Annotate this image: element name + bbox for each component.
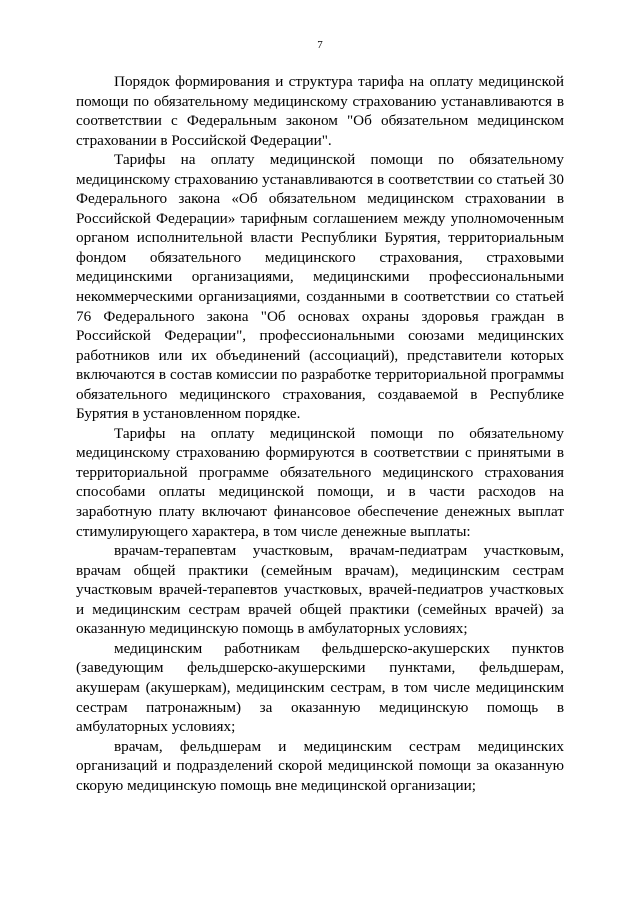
paragraph-payments-district-doctors: врачам-терапевтам участковым, врачам-педиатрам участковым, врачам общей практики (семейным врачам), медицинским сестрам участковым врачей-терапевтов участковых, врачей-педиатров участковых и медицинским сестрам врачей общей практики (семейных врачей) за оказанную медицинскую помощь в амбулаторных условиях; — [76, 542, 564, 638]
paragraph-tariff-agreement: Тарифы на оплату медицинской помощи по обязательному медицинскому страхованию устанавливаются в соответствии со статьей 30 Федерального закона «Об обязательном медицинском страховании в Российской Федерации» тарифным соглашением между уполномоченным органом исполнительной власти Республики Бурятия, территориальным фондом обязательного медицинского страхования, страховыми медицинскими организациями, медицинскими профессиональными некоммерческими организациями, созданными в соответствии со статьей 76 Федерального закона "Об основах охраны здоровья граждан в Российской Федерации", профессиональными союзами медицинских работников или их объединений (ассоциаций), представители которых включаются в состав комиссии по разработке территориальной программы обязательного медицинского страхования, создаваемой в Республике Бурятия в установленном порядке. — [76, 151, 564, 423]
paragraph-tariff-formation: Тарифы на оплату медицинской помощи по обязательному медицинскому страхованию формируются в соответствии с принятыми в территориальной программе обязательного медицинского страхования способами оплаты медицинской помощи, и в части расходов на заработную плату включают финансовое обеспечение денежных выплат стимулирующего характера, в том числе денежные выплаты: — [76, 424, 564, 540]
paragraph-payments-ambulance: врачам, фельдшерам и медицинским сестрам медицинских организаций и подразделений скорой медицинской помощи за оказанную скорую медицинскую помощь вне медицинской организации; — [76, 737, 564, 794]
paragraph-payments-feldsher-points: медицинским работникам фельдшерско-акушерских пунктов (заведующим фельдшерско-акушерскими пунктами, фельдшерам, акушерам (акушеркам), медицинским сестрам, в том числе медицинским сестрам патронажным) за оказанную медицинскую помощь в амбулаторных условиях; — [76, 639, 564, 736]
page-number: 7 — [317, 39, 323, 51]
document-body — [76, 72, 564, 795]
paragraph-tariff-structure: Порядок формирования и структура тарифа на оплату медицинской помощи по обязательному медицинскому страхованию устанавливаются в соответствии с Федеральным законом "Об обязательном медицинском страховании в Российской Федерации". — [76, 73, 564, 149]
